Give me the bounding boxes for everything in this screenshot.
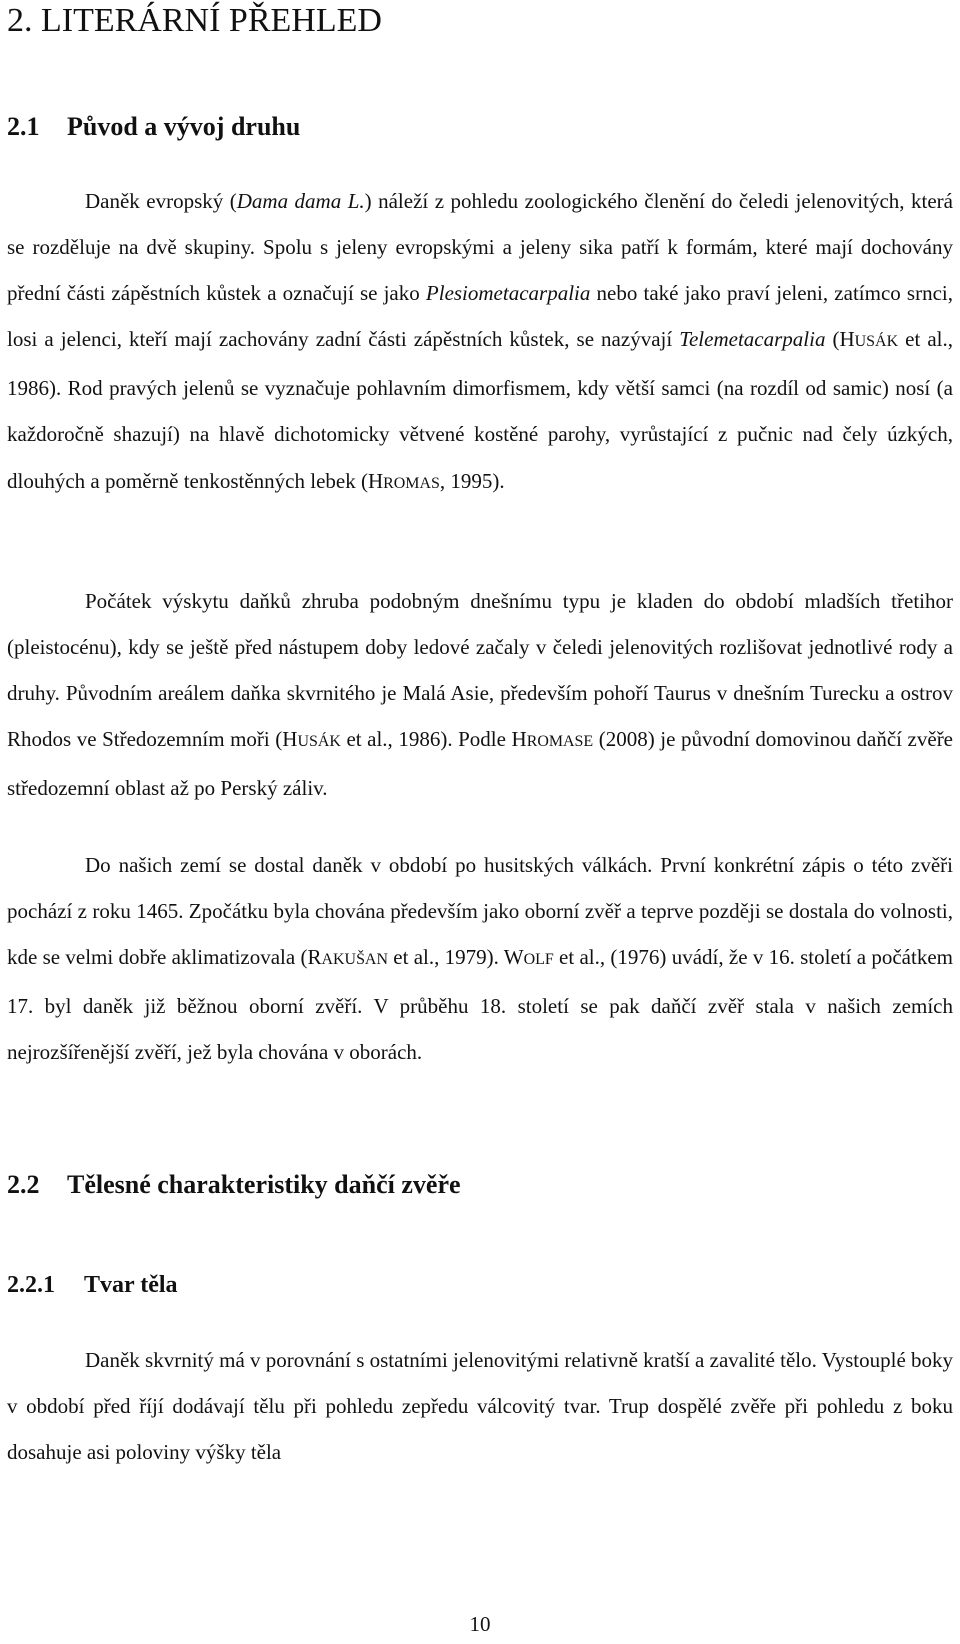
latin-name: Dama dama L.: [236, 189, 365, 213]
chapter-number: 2.: [7, 2, 33, 39]
latin-term: Telemetacarpalia: [679, 327, 826, 352]
citation-author: ROMASE: [526, 733, 594, 751]
chapter-heading: [7, 2, 382, 40]
section-heading-2-1: [7, 112, 300, 142]
subsection-number: 2.2.1: [7, 1272, 55, 1298]
citation-author: USÁK: [297, 733, 341, 751]
paragraph-body-shape: Daněk skvrnitý má v porovnání s ostatními jelenovitými relativně kratší a zavalité tělo. Vystouplé boky v období před říjí dodávají tělu při pohledu zepředu válcovitý tvar. Trup dospělé zvěře při pohledu z boku dosahuje asi poloviny výšky těla: [7, 1348, 954, 1465]
citation-author: AKUŠAN: [321, 951, 388, 969]
section-title: Původ a vývoj druhu: [67, 112, 301, 141]
section-title: Tělesné charakteristiky daňčí zvěře: [67, 1170, 461, 1199]
section-heading-2-2: [7, 1170, 461, 1200]
paragraph-history: Do našich zemí se dostal daněk v období po husitských válkách. První konkrétní zápis o této zvěři pochází z roku 1465. Zpočátku byla chována především jako oborní zvěř a teprve později se dostala do volnosti, kde se velmi dobře aklimatizovala (RAKUŠAN et al., 1979). WOLF et al., (1976) uvádí, že v 16. století a počátkem 17. byl daněk již běžnou oborní zvěří. V průběhu 18. století se pak daňčí zvěř stala v našich zemích nejrozšířenější zvěří, jež byla chována v oborách.: [7, 853, 953, 1065]
citation-author: OLF: [523, 951, 554, 969]
subsection-heading-2-2-1: [7, 1272, 178, 1299]
latin-term: Plesiometacarpalia: [425, 281, 591, 306]
page-number: 10: [469, 1612, 491, 1636]
citation-author: USÁK: [854, 333, 899, 351]
section-number: 2.2: [7, 1170, 40, 1199]
paragraph-origin: Daněk evropský (Dama dama L.) náleží z pohledu zoologického členění do čeledi jelenovitých, která se rozděluje na dvě skupiny. Spolu s jeleny evropskými a jeleny sika patří k formám, které mají dochovány přední části zápěstních kůstek a označují se jako Plesiometacarpalia nebo také jako praví jeleni, zatímco srnci, losi a jelenci, kteří mají zachovány zadní části zápěstních kůstek, se nazývají Telemetacarpalia (HUSÁK et al., 1986). Rod pravých jelenů se vyznačuje pohlavním dimorfismem, kdy větší samci (na rozdíl od samic) nosí (a každoročně shazují) na hlavě dichotomicky větvené kostěné parohy, vyrůstající z pučnic nad čely úzkých, dlouhých a poměrně tenkostěnných lebek (HROMAS, 1995).: [7, 189, 953, 493]
section-number: 2.1: [7, 112, 40, 141]
subsection-title: Tvar těla: [84, 1272, 178, 1298]
chapter-title: LITERÁRNÍ PŘEHLED: [41, 2, 382, 39]
paragraph-beginnings: Počátek výskytu daňků zhruba podobným dnešnímu typu je kladen do období mladších třetihor (pleistocénu), kdy se ještě před nástupem doby ledové začaly v čeledi jelenovitých rozlišovat jednotlivé rody a druhy. Původním areálem daňka skvrnitého je Malá Asie, především pohoří Taurus v dnešním Turecku a ostrov Rhodos ve Středozemním moři (HUSÁK et al., 1986). Podle HROMASE (2008) je původní domovinou daňčí zvěře středozemní oblast až po Perský záliv.: [7, 589, 954, 801]
citation-author: ROMAS: [383, 474, 440, 492]
